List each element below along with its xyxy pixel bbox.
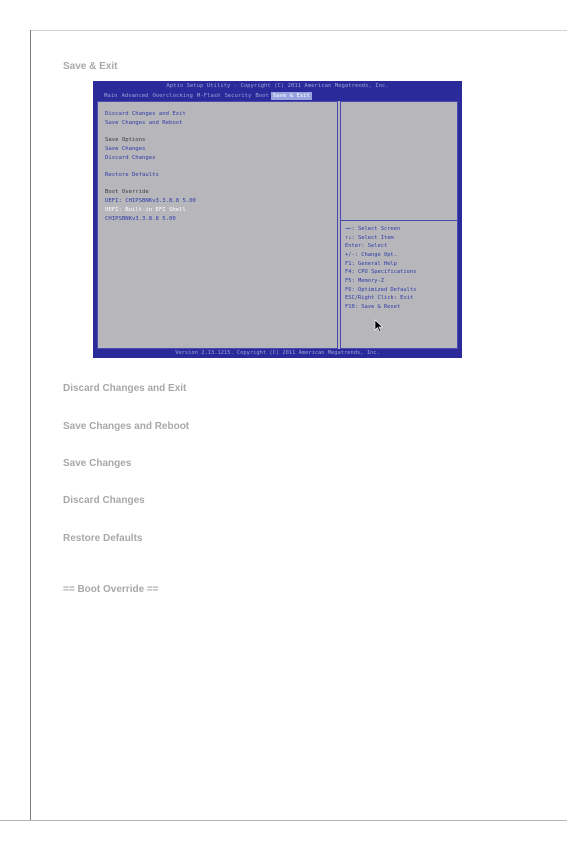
bios-help-panel <box>340 101 458 349</box>
menu-item-boot-efi-shell[interactable]: UEFI: Built-in EFI Shell <box>105 207 186 213</box>
help-line: ESC/Right Click: Exit <box>345 295 414 301</box>
desc-discard-changes: Discard Changes <box>63 495 145 506</box>
tab-overclocking[interactable]: Overclocking <box>152 93 193 99</box>
help-line: +/-: Change Opt. <box>345 252 397 258</box>
page-frame-left <box>30 30 31 820</box>
help-line: F1: General Help <box>345 261 397 267</box>
menu-item-restore-defaults[interactable]: Restore Defaults <box>105 172 159 178</box>
bios-screenshot <box>93 81 462 358</box>
help-line: →←: Select Screen <box>345 226 401 232</box>
page-frame-top <box>30 30 567 31</box>
desc-boot-override: == Boot Override == <box>63 584 159 595</box>
desc-save-changes: Save Changes <box>63 458 132 469</box>
tab-m-flash[interactable]: M-Flash <box>196 93 221 99</box>
desc-restore-defaults: Restore Defaults <box>63 533 143 544</box>
desc-save-reboot: Save Changes and Reboot <box>63 421 190 432</box>
desc-discard-exit: Discard Changes and Exit <box>63 383 187 394</box>
menu-item-save-changes[interactable]: Save Changes <box>105 146 146 152</box>
bios-header <box>93 81 462 100</box>
help-line: F6: Optimized Defaults <box>345 287 417 293</box>
bios-title: Aptio Setup Utility - Copyright (C) 2011 American Megatrends, Inc. <box>166 83 389 89</box>
bios-tab-bar <box>102 92 312 100</box>
bios-footer <box>93 349 462 358</box>
mouse-cursor-icon <box>374 319 384 333</box>
tab-boot[interactable]: Boot <box>255 93 269 99</box>
bios-body <box>97 101 458 349</box>
help-line: ↑↓: Select Item <box>345 235 394 241</box>
menu-heading-boot-override: Boot Override <box>105 189 149 195</box>
bios-footer-text: Version 2.13.1215. Copyright (C) 2011 American Megatrends, Inc. <box>175 350 380 356</box>
tab-main[interactable]: Main <box>104 93 118 99</box>
menu-item-save-reboot[interactable]: Save Changes and Reboot <box>105 120 183 126</box>
bios-menu-panel <box>97 101 338 349</box>
menu-item-discard-changes[interactable]: Discard Changes <box>105 155 156 161</box>
help-line: F4: CPU Specifications <box>345 269 417 275</box>
section-title: Save & Exit <box>63 61 118 72</box>
menu-item-boot-uefi-usb[interactable]: UEFI: CHIPSBNKv3.3.8.8 5.00 <box>105 198 196 204</box>
tab-security[interactable]: Security <box>224 93 252 99</box>
tab-advanced[interactable]: Advanced <box>121 93 149 99</box>
help-line: Enter: Select <box>345 243 388 249</box>
tab-save-exit[interactable]: Save & Exit <box>272 93 310 99</box>
help-divider <box>341 220 457 221</box>
menu-item-boot-usb[interactable]: CHIPSBNKv3.3.8.8 5.00 <box>105 216 176 222</box>
menu-heading-save-options: Save Options <box>105 137 146 143</box>
help-line: F5: Memory-Z <box>345 278 384 284</box>
help-line: F10: Save & Reset <box>345 304 401 310</box>
page-frame-bottom <box>0 820 567 821</box>
menu-item-discard-exit[interactable]: Discard Changes and Exit <box>105 111 186 117</box>
